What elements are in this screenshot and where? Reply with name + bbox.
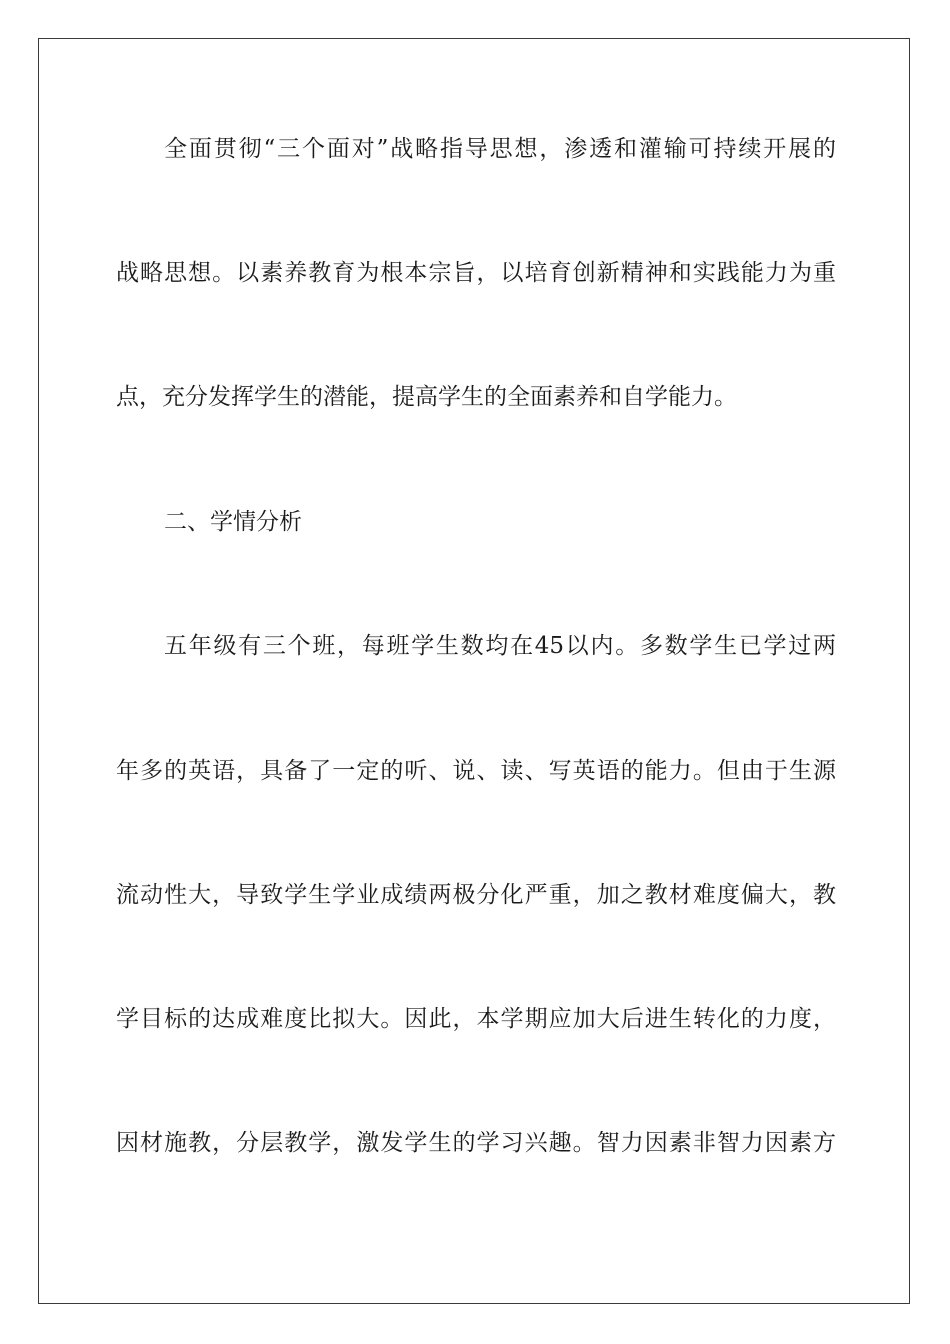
- paragraph-line: 五年级有三个班，每班学生数均在45以内。多数学生已学过两: [164, 633, 836, 659]
- paragraph-line: 年多的英语，具备了一定的听、说、读、写英语的能力。但由于生源: [116, 758, 836, 784]
- page-border: [38, 38, 910, 1304]
- paragraph-line: 全面贯彻“三个面对”战略指导思想，渗透和灌输可持续开展的: [164, 136, 836, 162]
- paragraph-line: 学目标的达成难度比拟大。因此，本学期应加大后进生转化的力度，: [116, 1006, 836, 1032]
- paragraph-line: 因材施教，分层教学，激发学生的学习兴趣。智力因素非智力因素方: [116, 1130, 836, 1156]
- section-heading: 二、学情分析: [164, 509, 302, 535]
- paragraph-line: 流动性大，导致学生学业成绩两极分化严重，加之教材难度偏大，教: [116, 882, 836, 908]
- paragraph-line: 点，充分发挥学生的潜能，提高学生的全面素养和自学能力。: [116, 384, 737, 410]
- paragraph-line: 战略思想。以素养教育为根本宗旨，以培育创新精神和实践能力为重: [116, 260, 836, 286]
